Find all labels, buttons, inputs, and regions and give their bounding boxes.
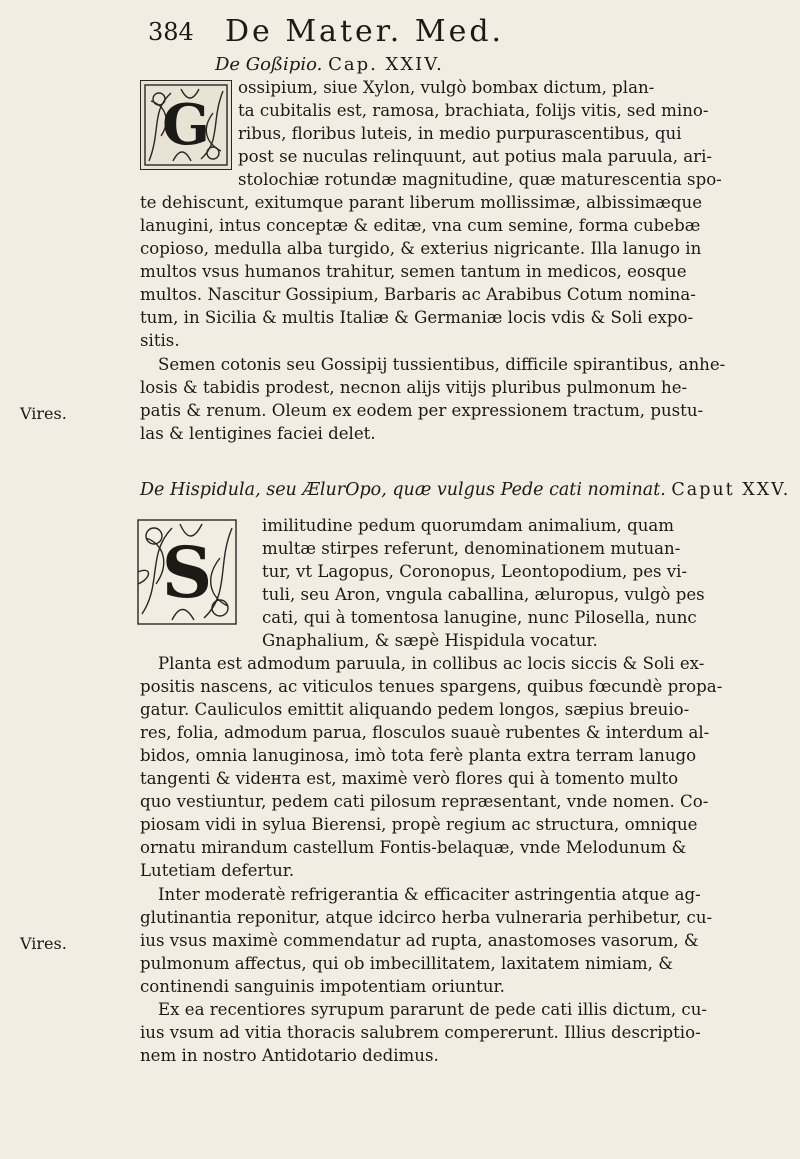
chapter-24-number: Cap. XXIV. xyxy=(328,54,444,75)
text-line: ribus, floribus luteis, in medio purpurascentibus, qui xyxy=(238,124,682,143)
text-line: cati, qui à tomentosa lanugine, nunc Pilosella, nunc xyxy=(262,608,697,627)
text-line: ta cubitalis est, ramosa, brachiata, folijs vitis, sed mino- xyxy=(238,101,709,120)
text-line: positis nascens, ac viticulos tenues spargens, quibus fœcundè propa- xyxy=(140,677,723,696)
text-line: Lutetiam defertur. xyxy=(140,861,295,880)
text-line: multos. Nascitur Gossipium, Barbaris ac Arabibus Cotum nomina- xyxy=(140,285,696,304)
text-line: tuli, seu Aron, vngula caballina, æluropus, vulgò pes xyxy=(262,585,705,604)
text-line: lanugini, intus conceptæ & editæ, vna cum semine, forma cubebæ xyxy=(140,216,701,235)
text-line: copioso, medulla alba turgido, & exterius nigricante. Illa lanugo in xyxy=(140,239,702,258)
text-line: patis & renum. Oleum ex eodem per expressionem tractum, pustu- xyxy=(140,401,704,420)
text-line: multæ stirpes referunt, denominationem mutuan- xyxy=(262,539,681,558)
text-line: Semen cotonis seu Gossipij tussientibus, difficile spirantibus, anhe- xyxy=(158,355,726,374)
margin-note-vires: Vires. xyxy=(20,934,67,953)
text-line: ius vsum ad vitia thoracis salubrem compererunt. Illius descriptio- xyxy=(140,1023,701,1042)
text-line: res, folia, admodum parua, flosculos suauè rubentes & interdum al- xyxy=(140,723,710,742)
text-line: continendi sanguinis impotentiam oriuntur. xyxy=(140,977,505,996)
chapter-24-title: De Goßipio. xyxy=(215,54,323,75)
text-line: tangenti & vidента est, maximè verò flores qui à tomento multo xyxy=(140,769,679,788)
text-line: stolochiæ rotundæ magnitudine, quæ maturescentia spo- xyxy=(238,170,722,189)
text-line: nem in nostro Antidotario dedimus. xyxy=(140,1046,439,1065)
text-line: las & lentigines faciei delet. xyxy=(140,424,376,443)
text-line: sitis. xyxy=(140,331,180,350)
text-line: tur, vt Lagopus, Coronopus, Leontopodium, pes vi- xyxy=(262,562,688,581)
text-line: imilitudine pedum quorumdam animalium, quam xyxy=(262,516,675,535)
text-line: ossipium, siue Xylon, vulgò bombax dictum, plan- xyxy=(238,78,655,97)
chapter-25-heading xyxy=(140,480,790,500)
initial-letter: S xyxy=(161,530,213,614)
text-line: bidos, omnia lanuginosa, imò tota ferè planta extra terram lanugo xyxy=(140,746,697,765)
chapter-25-title: De Hispidula, seu ÆlurOpo, quæ vulgus Pede cati nominat. xyxy=(140,480,666,500)
text-line: pulmonum affectus, qui ob imbecillitatem, laxitatem nimiam, & xyxy=(140,954,673,973)
text-line: Gnaphalium, & sæpè Hispidula vocatur. xyxy=(262,631,598,650)
text-line: gatur. Cauliculos emittit aliquando pedem longos, sæpius breuio- xyxy=(140,700,690,719)
text-line: ius vsus maximè commendatur ad rupta, anastomoses vasorum, & xyxy=(140,931,699,950)
text-line: Planta est admodum paruula, in collibus ac locis siccis & Soli ex- xyxy=(158,654,705,673)
text-line: quo vestiuntur, pedem cati pilosum repræsentant, vnde nomen. Co- xyxy=(140,792,709,811)
text-line: Ex ea recentiores syrupum pararunt de pede cati illis dictum, cu- xyxy=(158,1000,707,1019)
chapter-24-heading xyxy=(215,54,444,75)
text-line: ornatu mirandum castellum Fontis-belaquæ, vnde Melodunum & xyxy=(140,838,687,857)
text-line: te dehiscunt, exitumque parant liberum mollissimæ, albissimæque xyxy=(140,193,703,212)
text-line: post se nuculas relinquunt, aut potius mala paruula, ari- xyxy=(238,147,712,166)
chapter-25-number: Caput XXV. xyxy=(671,480,791,500)
text-line: multos vsus humanos trahitur, semen tantum in medicos, eosque xyxy=(140,262,687,281)
decorated-initial-g xyxy=(140,80,232,170)
margin-note-vires: Vires. xyxy=(20,404,67,423)
running-head: De Mater. Med. xyxy=(225,14,505,49)
text-line: piosam vidi in sylua Bierensi, propè regium ac structura, omnique xyxy=(140,815,698,834)
initial-letter: G xyxy=(162,92,210,158)
text-line: Inter moderatè refrigerantia & efficaciter astringentia atque ag- xyxy=(158,885,701,904)
text-line: tum, in Sicilia & multis Italiæ & Germaniæ locis vdis & Soli expo- xyxy=(140,308,694,327)
decorated-initial-s xyxy=(132,514,242,630)
text-line: glutinantia reponitur, atque idcirco herba vulneraria perhibetur, cu- xyxy=(140,908,713,927)
text-line: losis & tabidis prodest, necnon alijs vitijs pluribus pulmonum he- xyxy=(140,378,688,397)
page-number: 384 xyxy=(148,18,194,46)
